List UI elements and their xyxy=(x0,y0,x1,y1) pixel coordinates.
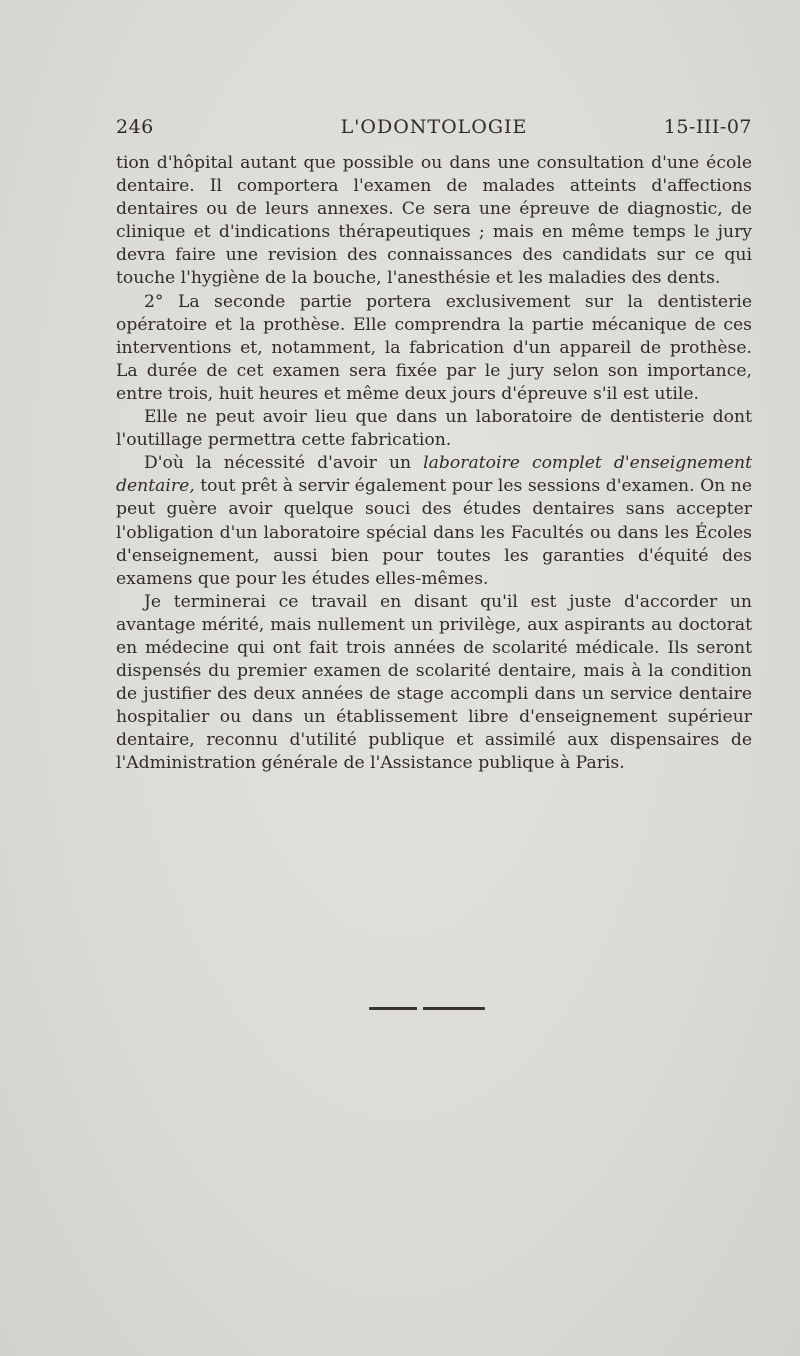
paragraph-necessity-after: tout prêt à servir également pour les sessions d'examen. On ne peut guère avoir quelque souci des études dentaires sans accepter l'obligation d'un laboratoire spécial dans les Facultés ou dans les Écoles d'enseignement, aussi bien pour toutes les garanties d'équité des examens que pour les études elles-mêmes. xyxy=(116,476,752,589)
paragraph-continued: tion d'hôpital autant que possible ou dans une consultation d'une école dentaire. Il comportera l'examen de malades atteints d'affections dentaires ou de leurs annexes. Ce sera une épreuve de diagnostic, de clinique et d'indications thérapeutiques ; mais en même temps le jury devra faire une revision des connaissances des candidats sur ce qui touche l'hygiène de la bouche, l'anesthésie et les maladies des dents. xyxy=(116,153,752,289)
paragraph-conclusion: Je terminerai ce travail en disant qu'il est juste d'accorder un avantage mérité, mais nullement un privilège, aux aspirants au doctorat en médecine qui ont fait trois années de scolarité médicale. Ils seront dispensés du premier examen de scolarité dentaire, mais à la condition de justifier des deux années de stage accompli dans un service dentaire hospitalier ou dans un établissement libre d'enseignement supérieur dentaire, reconnu d'utilité publique et assimilé aux dispensaires de l'Administration générale de l'Assistance publique à Paris. xyxy=(116,591,752,774)
paragraph-laboratory: Elle ne peut avoir lieu que dans un laboratoire de dentisterie dont l'outillage permettra cette fabrication. xyxy=(116,407,752,451)
paragraph-necessity xyxy=(116,452,752,591)
issue-date: 15-III-07 xyxy=(663,116,752,138)
paragraph-second-part: 2° La seconde partie portera exclusivement sur la dentisterie opératoire et la prothèse. Elle comprendra la partie mécanique de ces interventions et, notamment, la fabrication d'un appareil de prothèse. La durée de cet examen sera fixée par le jury selon son importance, entre trois, huit heures et même deux jours d'épreuve s'il est utile. xyxy=(116,291,752,404)
running-header xyxy=(116,116,752,144)
paragraph-necessity-before: D'où la nécessité d'avoir un xyxy=(144,453,424,474)
article-body xyxy=(116,152,752,776)
journal-title: L'ODONTOLOGIE xyxy=(340,116,528,138)
section-divider xyxy=(369,1007,485,1010)
paragraph-necessity-emphasis: laboratoire complet d'enseignement dentaire, xyxy=(116,453,753,497)
page-number: 246 xyxy=(116,116,154,138)
